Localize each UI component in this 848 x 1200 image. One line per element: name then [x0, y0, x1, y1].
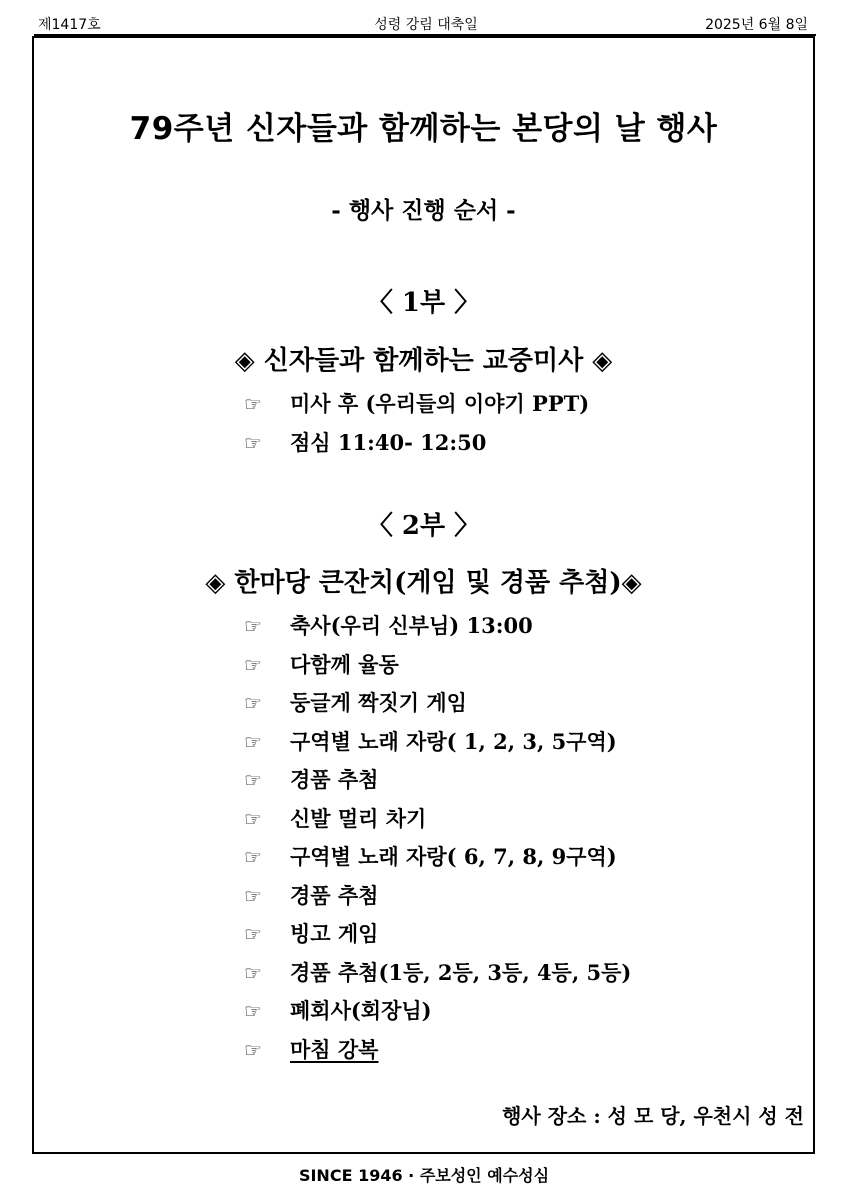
part2-section-title: ◈ 한마당 큰잔치(게임 및 경품 추첨)◈ — [205, 568, 642, 598]
issue-number: 제1417호 — [38, 17, 101, 33]
issue-date: 2025년 6월 8일 — [705, 17, 808, 33]
list-item — [244, 915, 631, 954]
feast-name: 성령 강림 대축일 — [374, 17, 478, 33]
page-footer: SINCE 1946 · 주보성인 예수성심 — [298, 1166, 550, 1185]
part1-section-title: ◈ 신자들과 함께하는 교중미사 ◈ — [234, 346, 613, 376]
pointing-hand-icon: ☞ — [244, 922, 262, 946]
pointing-hand-icon: ☞ — [244, 883, 262, 908]
list-item — [244, 877, 631, 916]
list-item — [244, 607, 631, 646]
pointing-hand-icon: ☞ — [244, 999, 262, 1023]
list-item — [244, 1031, 631, 1070]
item-text: 마침 강복 — [290, 1036, 379, 1062]
pointing-hand-icon: ☞ — [244, 430, 262, 455]
pointing-hand-icon: ☞ — [244, 960, 262, 985]
item-text: 구역별 노래 자랑( 6, 7, 8, 9구역) — [290, 844, 617, 869]
list-item — [244, 684, 631, 723]
pointing-hand-icon: ☞ — [244, 1037, 262, 1062]
item-text: 둥글게 짝짓기 게임 — [290, 690, 467, 715]
page-subtitle: - 행사 진행 순서 - — [331, 197, 516, 224]
pointing-hand-icon: ☞ — [244, 691, 262, 715]
pointing-hand-icon: ☞ — [244, 652, 262, 677]
list-item — [244, 424, 589, 463]
item-text: 신발 멀리 차기 — [290, 805, 427, 831]
item-text: 경품 추첨(1등, 2등, 3등, 4등, 5등) — [290, 959, 632, 985]
part2-heading: 〈 2부 〉 — [366, 511, 481, 541]
list-item — [244, 954, 631, 993]
list-item — [244, 723, 631, 762]
item-text: 점심 11:40- 12:50 — [290, 429, 487, 455]
list-item — [244, 646, 631, 685]
item-text: 축사(우리 신부님) 13:00 — [290, 613, 533, 638]
pointing-hand-icon: ☞ — [244, 806, 262, 831]
list-item — [244, 838, 631, 877]
item-text: 미사 후 (우리들의 이야기 PPT) — [290, 391, 590, 416]
list-item — [244, 385, 589, 424]
item-text: 경품 추첨 — [290, 767, 379, 792]
item-text: 구역별 노래 자랑( 1, 2, 3, 5구역) — [290, 728, 617, 754]
pointing-hand-icon: ☞ — [244, 729, 262, 754]
pointing-hand-icon: ☞ — [244, 614, 262, 638]
pointing-hand-icon: ☞ — [244, 845, 262, 869]
pointing-hand-icon: ☞ — [244, 392, 262, 416]
item-text: 경품 추첨 — [290, 882, 379, 908]
page-header — [38, 14, 814, 36]
pointing-hand-icon: ☞ — [244, 768, 262, 792]
part1-item-list — [244, 385, 589, 462]
item-text: 폐회사(회장님) — [290, 998, 432, 1023]
item-text: 다함께 율동 — [290, 651, 399, 677]
list-item — [244, 800, 631, 839]
event-venue: 행사 장소 : 성 모 당, 우천시 성 전 — [502, 1104, 804, 1128]
item-text: 빙고 게임 — [290, 921, 379, 946]
list-item — [244, 761, 631, 800]
part1-heading: 〈 1부 〉 — [366, 288, 481, 318]
list-item — [244, 992, 631, 1031]
part2-item-list — [244, 607, 631, 1069]
page-title: 79주년 신자들과 함께하는 본당의 날 행사 — [129, 111, 718, 147]
